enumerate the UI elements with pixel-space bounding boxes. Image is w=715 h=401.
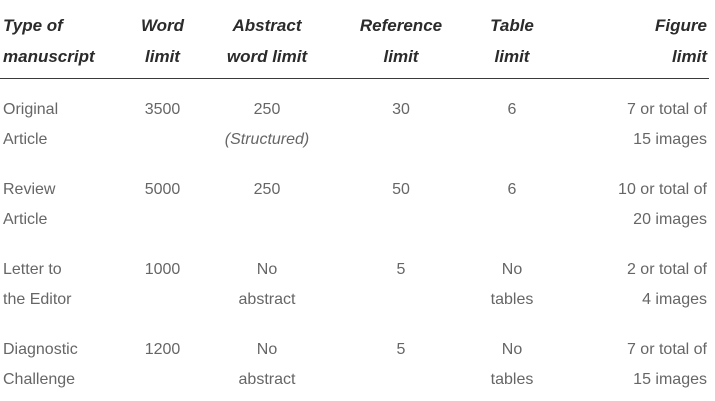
cell-figure-limit	[556, 321, 709, 401]
header-figure-limit	[556, 0, 709, 79]
cell-text: No	[256, 261, 278, 278]
cell-text: Diagnostic	[3, 341, 78, 358]
cell-text: No	[501, 261, 523, 278]
header-text: Figure	[655, 16, 707, 35]
header-text: limit	[494, 47, 530, 66]
cell-reference-limit	[334, 241, 468, 321]
cell-figure-limit	[556, 79, 709, 162]
cell-text: tables	[490, 371, 534, 388]
cell-text: 1000	[144, 261, 181, 278]
cell-reference-limit	[334, 321, 468, 401]
header-text: Table	[490, 16, 534, 35]
cell-table-limit	[468, 79, 556, 162]
header-text: limit	[672, 47, 707, 66]
cell-text: 250	[253, 101, 281, 118]
cell-text: 4 images	[642, 291, 707, 308]
cell-text: Article	[3, 211, 48, 228]
header-text: manuscript	[3, 47, 95, 66]
table-row	[0, 79, 709, 162]
cell-text: 6	[507, 181, 517, 198]
header-text: Word	[140, 16, 185, 35]
cell-type	[0, 161, 125, 241]
cell-reference-limit	[334, 161, 468, 241]
cell-text: Letter to	[3, 261, 62, 278]
cell-abstract-limit	[200, 241, 334, 321]
header-text: Type of	[3, 16, 63, 35]
cell-text: abstract	[238, 371, 296, 388]
cell-text: 3500	[144, 101, 181, 118]
cell-text: 15 images	[633, 371, 707, 388]
cell-type	[0, 79, 125, 162]
cell-text: Article	[3, 131, 48, 148]
cell-word-limit	[125, 161, 200, 241]
cell-figure-limit	[556, 241, 709, 321]
header-text: limit	[383, 47, 419, 66]
cell-text: 250	[253, 181, 281, 198]
header-text: Abstract	[232, 16, 302, 35]
table-row	[0, 241, 709, 321]
cell-abstract-limit	[200, 321, 334, 401]
cell-reference-limit	[334, 79, 468, 162]
cell-type	[0, 241, 125, 321]
cell-figure-limit	[556, 161, 709, 241]
header-type-of-manuscript	[0, 0, 125, 79]
cell-text: 2 or total of	[626, 261, 707, 278]
cell-text: the Editor	[3, 291, 72, 308]
cell-text: No	[256, 341, 278, 358]
cell-text: abstract	[238, 291, 296, 308]
cell-table-limit	[468, 241, 556, 321]
header-word-limit	[125, 0, 200, 79]
header-text: Reference	[359, 16, 443, 35]
cell-word-limit	[125, 321, 200, 401]
table-row	[0, 161, 709, 241]
cell-word-limit	[125, 241, 200, 321]
cell-text: 5000	[144, 181, 181, 198]
cell-text: tables	[490, 291, 534, 308]
cell-text: 30	[392, 101, 410, 118]
cell-text: 7 or total of	[626, 101, 707, 118]
cell-text: 5	[396, 261, 406, 278]
header-text: word limit	[226, 47, 308, 66]
cell-text: 10 or total of	[618, 181, 707, 198]
cell-table-limit	[468, 161, 556, 241]
cell-text: 1200	[144, 341, 181, 358]
cell-text: 7 or total of	[626, 341, 707, 358]
cell-text: 6	[507, 101, 517, 118]
header-reference-limit	[334, 0, 468, 79]
cell-type	[0, 321, 125, 401]
cell-abstract-limit	[200, 79, 334, 162]
cell-table-limit	[468, 321, 556, 401]
cell-text: 5	[396, 341, 406, 358]
cell-note: (Structured)	[224, 131, 310, 148]
table-row	[0, 321, 709, 401]
header-abstract-word-limit	[200, 0, 334, 79]
cell-text: 20 images	[633, 211, 707, 228]
cell-text: Review	[3, 181, 56, 198]
cell-text: Original	[3, 101, 59, 118]
cell-word-limit	[125, 79, 200, 162]
header-table-limit	[468, 0, 556, 79]
cell-text: Challenge	[3, 371, 76, 388]
cell-text: 15 images	[633, 131, 707, 148]
cell-text: 50	[392, 181, 410, 198]
table-header-row	[0, 0, 709, 79]
cell-abstract-limit	[200, 161, 334, 241]
cell-text: No	[501, 341, 523, 358]
header-text: limit	[145, 47, 180, 66]
